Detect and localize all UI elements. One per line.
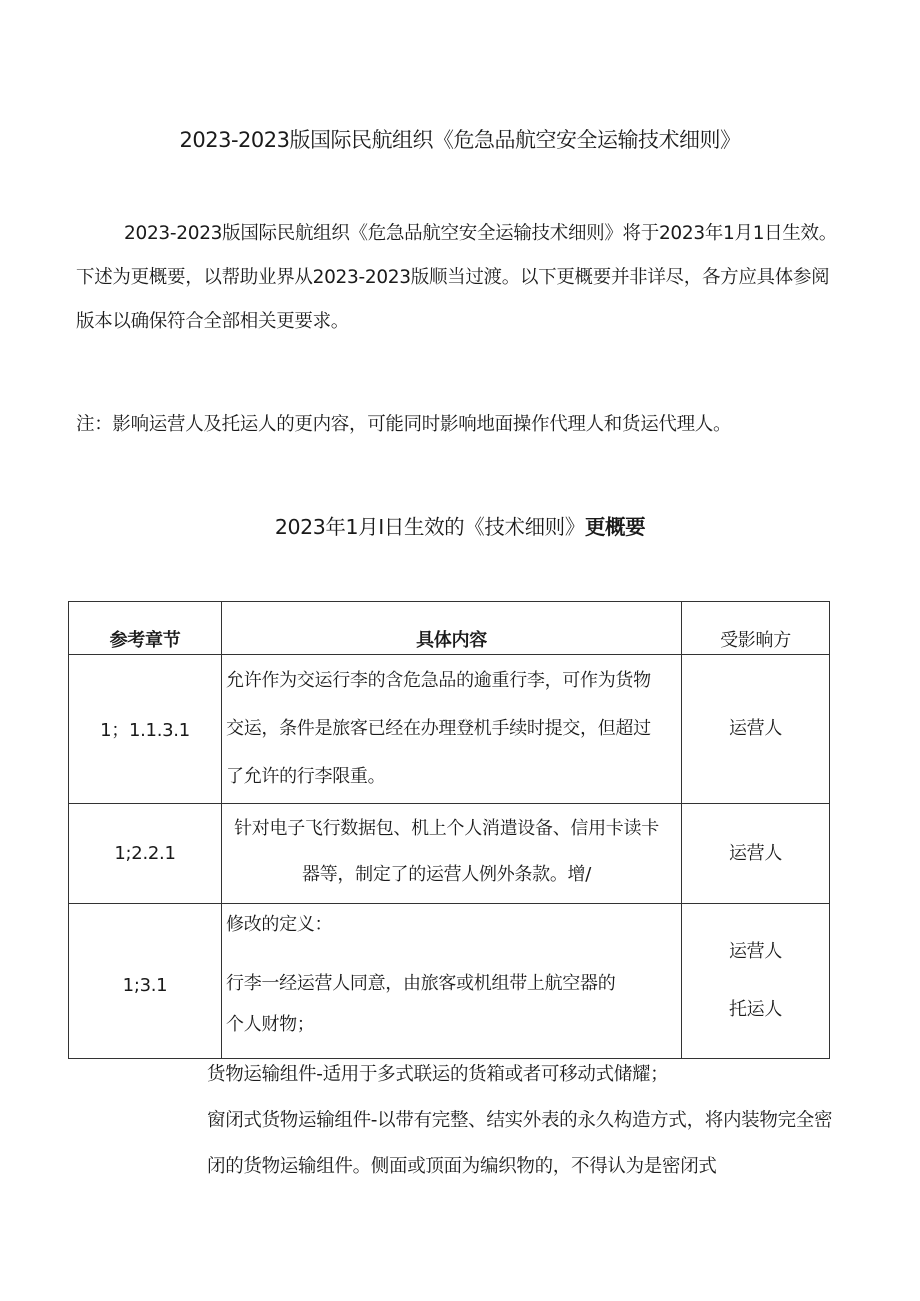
table-row <box>69 904 830 1059</box>
table-header-row <box>69 602 830 655</box>
intro-paragraph: 2023-2023版国际民航组织《危急品航空安全运输技术细则》将于2023年1月1日生效。下述为更概要，以帮助业界从2023-2023版顺当过渡。以下更概要并非详尽，各方应具体参阅版本以确保符合全部相关更要求。 <box>76 223 837 332</box>
header-content: 具体内容 <box>222 602 682 655</box>
table-row <box>69 804 830 904</box>
header-ref: 参考章节 <box>69 602 222 655</box>
header-party: 受影晌方 <box>682 602 830 655</box>
cell-party <box>682 904 830 1059</box>
changes-table <box>68 601 830 1059</box>
content-line: 修改的定义： <box>226 914 333 935</box>
note-paragraph: 注：影响运营人及托运人的更内容，可能同时影响地面操作代理人和货运代理人。 <box>76 414 732 435</box>
cell-ref: 1;3.1 <box>69 904 222 1059</box>
section-title <box>0 510 920 540</box>
cell-content: 针对电子飞行数据包、机上个人消遣设备、信用卡读卡器等，制定了的运营人例外条款。增/ <box>222 804 682 904</box>
cell-party: 运营人 <box>682 804 830 904</box>
section-title-prefix: 2023年1月I日生效的《技术细则》 <box>274 515 585 539</box>
cell-content <box>222 904 682 1059</box>
section-title-bold: 更概要 <box>584 515 646 539</box>
definition-line: 货物运输组件-适用于多式联运的货箱或者可移动式储耀； <box>207 1064 669 1085</box>
table-row <box>69 655 830 804</box>
party-operator: 运营人 <box>728 941 783 962</box>
definition-line: 窗闭式货物运输组件-以带有完整、结实外表的永久构造方式，将内装物完全密闭的货物运输组件。侧面或顶面为编织物的，不得认为是密闭式 <box>207 1110 833 1177</box>
content-line: 行李一经运营人同意，由旅客或机组带上航空器的个人财物； <box>226 973 616 1035</box>
cell-party: 运营人 <box>682 655 830 804</box>
cell-ref: 1；1.1.3.1 <box>69 655 222 804</box>
party-shipper: 托运人 <box>728 999 783 1020</box>
cell-content: 允许作为交运行李的含危急品的逾重行李，可作为货物交运，条件是旅客已经在办理登机手续时提交，但超过了允许的行李限重。 <box>222 655 682 804</box>
document-title: 2023-2023版国际民航组织《危急品航空安全运输技术细则》 <box>179 128 741 152</box>
after-table-text <box>207 1052 847 1190</box>
cell-ref: 1;2.2.1 <box>69 804 222 904</box>
